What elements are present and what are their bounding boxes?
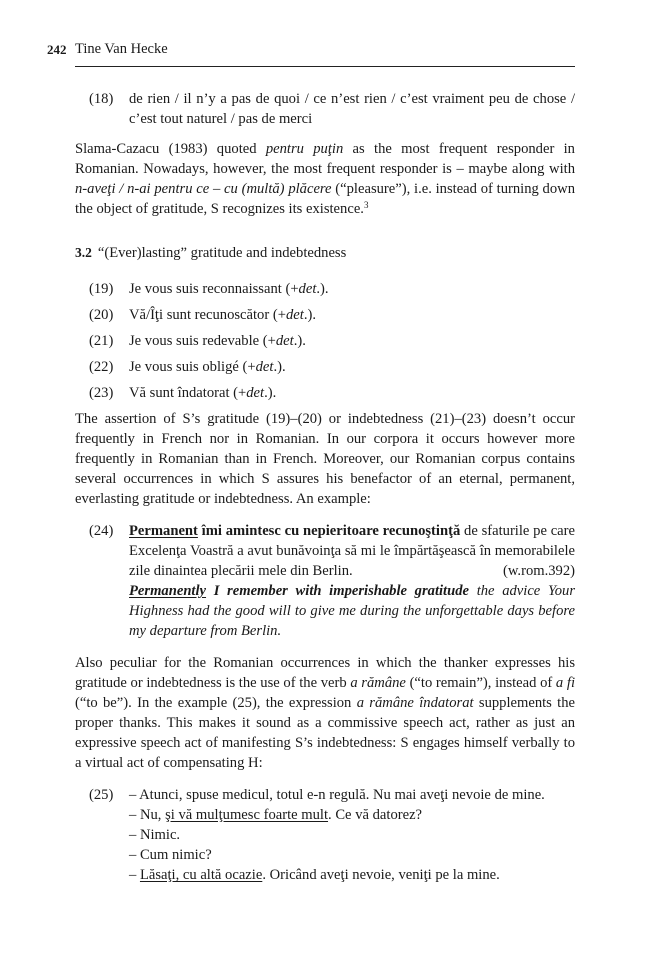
text-run: the advice Your Highness had the good will to give me during the unforgettable days before my departure from Berlin. (129, 583, 576, 639)
text-run: as the most frequent responder in Romanian. Nowadays, however, the most frequent responder is – maybe along with (75, 141, 575, 177)
emphasis-underlined: Permanent (129, 523, 198, 539)
italic-term: det (246, 385, 265, 401)
footnote-ref[interactable]: 3 (363, 200, 369, 210)
italic-term: det (298, 281, 317, 297)
italic-term: a rămâne (350, 675, 406, 691)
text-run: .). (293, 333, 306, 349)
example-19 (75, 279, 575, 299)
example-number: (23) (89, 385, 114, 401)
text-run: Vă sunt îndatorat (+ (129, 385, 247, 401)
dialogue-line: – Cum nimic? (129, 847, 212, 863)
running-header (47, 41, 575, 67)
emphasis-bold: I remember with imperishable gratitude (206, 583, 470, 599)
emphasis-underlined: Permanently (129, 583, 207, 599)
text-run: supplements the proper thanks. This makes it sound as a commissive speech act, rather as just an expressive speech act of manifesting S’s indebtedness: S engages himself verbally to a virtual act of compensating H: (75, 695, 576, 771)
text-run: Vă/Îţi sunt recunoscător (+ (129, 307, 286, 323)
section-title: “(Ever)lasting” gratitude and indebtedness (97, 245, 347, 261)
english-translation (129, 581, 575, 641)
text-run: Je vous suis redevable (+ (129, 333, 276, 349)
example-number: (21) (89, 333, 114, 349)
dialogue-line (129, 805, 575, 825)
italic-term: det (255, 359, 274, 375)
text-run: .). (316, 281, 329, 297)
running-author: Tine Van Hecke (75, 41, 168, 57)
text-run: .). (303, 307, 316, 323)
paragraph-3 (75, 653, 575, 773)
italic-term: det (275, 333, 294, 349)
paragraph-2: The assertion of S’s gratitude (19)–(20) or indebtedness (21)–(23) doesn’t occur frequently in French nor in Romanian. In our corpora it occurs however more frequently in Romanian than in French. Moreover, our Romanian corpus contains several occurrences in which S assures his benefactor of an eternal, permanent, everlasting gratitude or indebtedness. An example: (75, 411, 575, 507)
example-18 (75, 89, 575, 129)
romanian-original (129, 521, 575, 581)
text-run: Also peculiar for the Romanian occurrences in which the thanker expresses his gratitude or indebtedness is the use of the verb (75, 655, 575, 691)
example-number: (25) (89, 787, 114, 803)
text-run: . Oricând aveţi nevoie, veniţi pe la mine. (262, 867, 500, 883)
example-text (129, 383, 575, 403)
example-23 (75, 383, 575, 403)
example-list (75, 279, 575, 403)
example-24 (75, 521, 575, 641)
text-run: de sfaturile pe care Excelenţa Voastră a avut bunăvoinţa să mi le împărtăşească în memorabilele zile dinaintea plecării mele din Berlin. (129, 523, 575, 579)
italic-term: det (285, 307, 304, 323)
dialogue-line: – Atunci, spuse medicul, totul e-n regulă. Nu mai aveţi nevoie de mine. (129, 787, 545, 803)
example-number: (20) (89, 307, 114, 323)
text-run: .). (273, 359, 286, 375)
underlined-phrase: şi vă mulţumesc foarte mult (165, 807, 329, 823)
example-text: de rien / il n’y a pas de quoi / ce n’est rien / c’est vraiment peu de chose / c’est tout naturel / pas de merci (129, 91, 575, 127)
source-reference: (w.rom.392) (502, 563, 575, 579)
text-run: Je vous suis obligé (+ (129, 359, 256, 375)
page-number: 242 (47, 42, 67, 57)
underlined-phrase: Lăsaţi, cu altă ocazie (139, 867, 263, 883)
italic-term: a rămâne îndatorat (356, 695, 474, 711)
section-heading (75, 243, 575, 263)
text-run: Je vous suis reconnaissant (+ (129, 281, 299, 297)
example-21 (75, 331, 575, 351)
emphasis-bold: îmi amintesc cu nepieritoare recunoştinţă (197, 523, 461, 539)
example-number: (22) (89, 359, 114, 375)
text-run: .). (264, 385, 277, 401)
example-number: (19) (89, 281, 114, 297)
text-run: (“pleasure”), i.e. instead of turning down the object of gratitude, S recognizes its existence. (75, 181, 575, 217)
example-20 (75, 305, 575, 325)
dialogue (129, 785, 575, 885)
example-text (129, 357, 575, 377)
example-22 (75, 357, 575, 377)
page-body (75, 89, 575, 885)
text-run: – (129, 867, 140, 883)
example-text (129, 279, 575, 299)
dialogue-line: – Nimic. (129, 827, 181, 843)
italic-term: a fi (555, 675, 575, 691)
italic-term: n-aveţi / n-ai pentru ce – cu (multă) plăcere (75, 181, 332, 197)
example-number: (18) (89, 91, 114, 107)
section-number: 3.2 (75, 245, 92, 260)
example-text (129, 331, 575, 351)
example-25 (75, 785, 575, 885)
italic-term: pentru puţin (265, 141, 344, 157)
text-run: Slama-Cazacu (1983) quoted (75, 141, 266, 157)
paragraph-1 (75, 139, 575, 219)
text-run: . Ce vă datorez? (328, 807, 423, 823)
text-run: (“to remain”), instead of (405, 675, 556, 691)
example-text (129, 305, 575, 325)
example-number: (24) (89, 523, 114, 539)
example-text (129, 521, 575, 641)
text-run: – Nu, (129, 807, 166, 823)
dialogue-line (129, 865, 575, 885)
text-run: (“to be”). In the example (25), the expression (75, 695, 357, 711)
